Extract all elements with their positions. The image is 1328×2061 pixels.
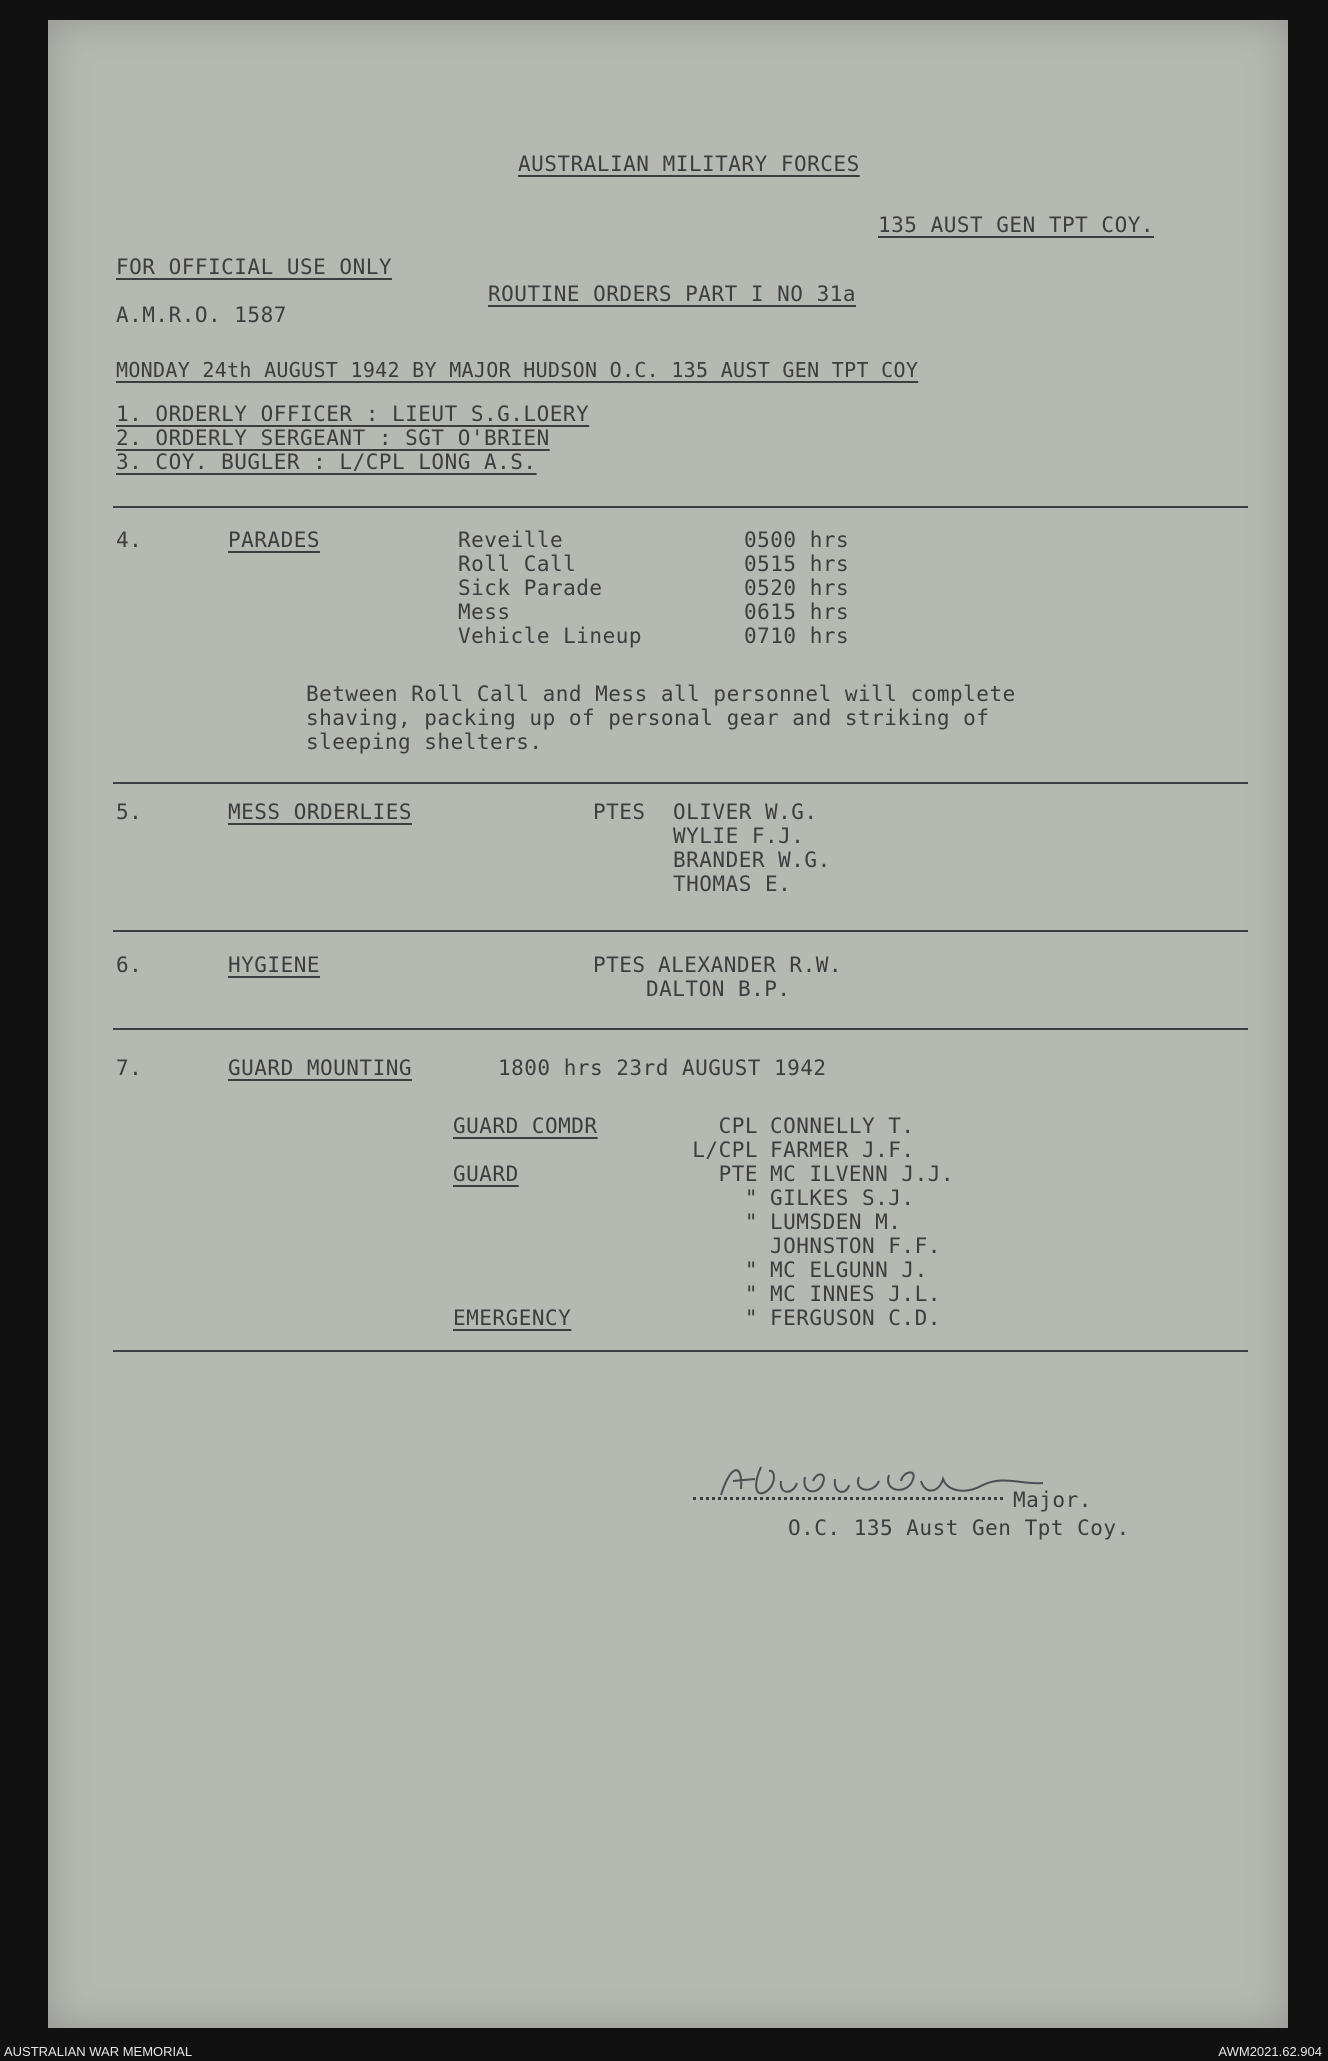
guard-ranks <box>648 1114 758 1330</box>
rank <box>648 1234 758 1258</box>
date-line: MONDAY 24th AUGUST 1942 BY MAJOR HUDSON O.C. 135 AUST GEN TPT COY <box>116 358 919 382</box>
time: 0520 hrs <box>744 576 850 600</box>
time: 0515 hrs <box>744 552 850 576</box>
rank: " <box>744 1258 758 1282</box>
signatory-rank: Major. <box>1013 1488 1092 1512</box>
amro-reference: A.M.R.O. 1587 <box>116 303 287 327</box>
section-number: 4. <box>116 528 143 552</box>
handwritten-signature <box>703 1455 1063 1515</box>
person-name: GILKES S.J. <box>770 1186 915 1210</box>
person-name: ALEXANDER R.W. <box>658 953 843 977</box>
time: 0500 hrs <box>744 528 850 552</box>
rank: " <box>744 1282 758 1306</box>
section-number: 5. <box>116 800 143 824</box>
section-heading: MESS ORDERLIES <box>228 800 413 824</box>
rank: PTES <box>593 953 646 977</box>
orders-title: ROUTINE ORDERS PART I NO 31a <box>488 282 857 306</box>
divider <box>113 506 1248 508</box>
rank: " <box>744 1186 758 1210</box>
duty-item: 3. COY. BUGLER : L/CPL LONG A.S. <box>116 450 537 474</box>
section-heading: GUARD MOUNTING <box>228 1056 413 1080</box>
note-line: shaving, packing up of personal gear and striking of <box>306 706 990 730</box>
document-title: AUSTRALIAN MILITARY FORCES <box>518 152 860 176</box>
time: 0710 hrs <box>744 624 850 648</box>
person-name: OLIVER W.G. <box>673 800 818 824</box>
parade-events <box>458 528 642 648</box>
divider <box>113 1350 1248 1352</box>
parade-note <box>306 682 1016 754</box>
rank: " <box>744 1306 758 1330</box>
document-sheet <box>48 20 1288 2028</box>
hygiene-list <box>646 953 843 1001</box>
divider <box>113 1028 1248 1030</box>
signatory-title: O.C. 135 Aust Gen Tpt Coy. <box>788 1516 1130 1540</box>
note-line: sleeping shelters. <box>306 730 543 754</box>
guard-label: GUARD <box>453 1162 519 1186</box>
duty-list <box>116 402 589 474</box>
duty-item: 1. ORDERLY OFFICER : LIEUT S.G.LOERY <box>116 402 590 426</box>
event: Mess <box>458 600 511 624</box>
person-name: MC INNES J.L. <box>770 1282 941 1306</box>
person-name: DALTON B.P. <box>646 977 791 1001</box>
event: Vehicle Lineup <box>458 624 643 648</box>
event: Roll Call <box>458 552 577 576</box>
guard-mounting-time: 1800 hrs 23rd AUGUST 1942 <box>498 1056 827 1080</box>
person-name: JOHNSTON F.F. <box>770 1234 941 1258</box>
emergency-label: EMERGENCY <box>453 1306 572 1330</box>
person-name: CONNELLY T. <box>770 1114 915 1138</box>
footer-credit: AUSTRALIAN WAR MEMORIAL <box>4 2044 193 2059</box>
person-name: WYLIE F.J. <box>673 824 805 848</box>
person-name: THOMAS E. <box>673 872 792 896</box>
person-name: LUMSDEN M. <box>770 1210 902 1234</box>
person-name: MC ELGUNN J. <box>770 1258 928 1282</box>
rank: CPL <box>718 1114 758 1138</box>
divider <box>113 782 1248 784</box>
rank: PTE <box>718 1162 758 1186</box>
divider <box>113 930 1248 932</box>
person-name: FERGUSON C.D. <box>770 1306 941 1330</box>
rank: PTES <box>593 800 646 824</box>
signature-line <box>693 1497 1003 1502</box>
unit-name: 135 AUST GEN TPT COY. <box>878 213 1155 237</box>
rank: " <box>744 1210 758 1234</box>
footer-accession-number: AWM2021.62.904 <box>1218 2044 1322 2059</box>
event: Reveille <box>458 528 564 552</box>
rank: L/CPL <box>692 1138 758 1162</box>
event: Sick Parade <box>458 576 603 600</box>
section-number: 6. <box>116 953 143 977</box>
section-heading: PARADES <box>228 528 321 552</box>
section-number: 7. <box>116 1056 143 1080</box>
classification: FOR OFFICIAL USE ONLY <box>116 255 393 279</box>
guard-names <box>770 1114 954 1330</box>
person-name: FARMER J.F. <box>770 1138 915 1162</box>
person-name: BRANDER W.G. <box>673 848 831 872</box>
mess-orderlies-list <box>673 800 831 896</box>
note-line: Between Roll Call and Mess all personnel will complete <box>306 682 1016 706</box>
duty-item: 2. ORDERLY SERGEANT : SGT O'BRIEN <box>116 426 550 450</box>
section-heading: HYGIENE <box>228 953 321 977</box>
guard-commander-label: GUARD COMDR <box>453 1114 598 1138</box>
person-name: MC ILVENN J.J. <box>770 1162 955 1186</box>
parade-times <box>744 528 849 648</box>
time: 0615 hrs <box>744 600 850 624</box>
